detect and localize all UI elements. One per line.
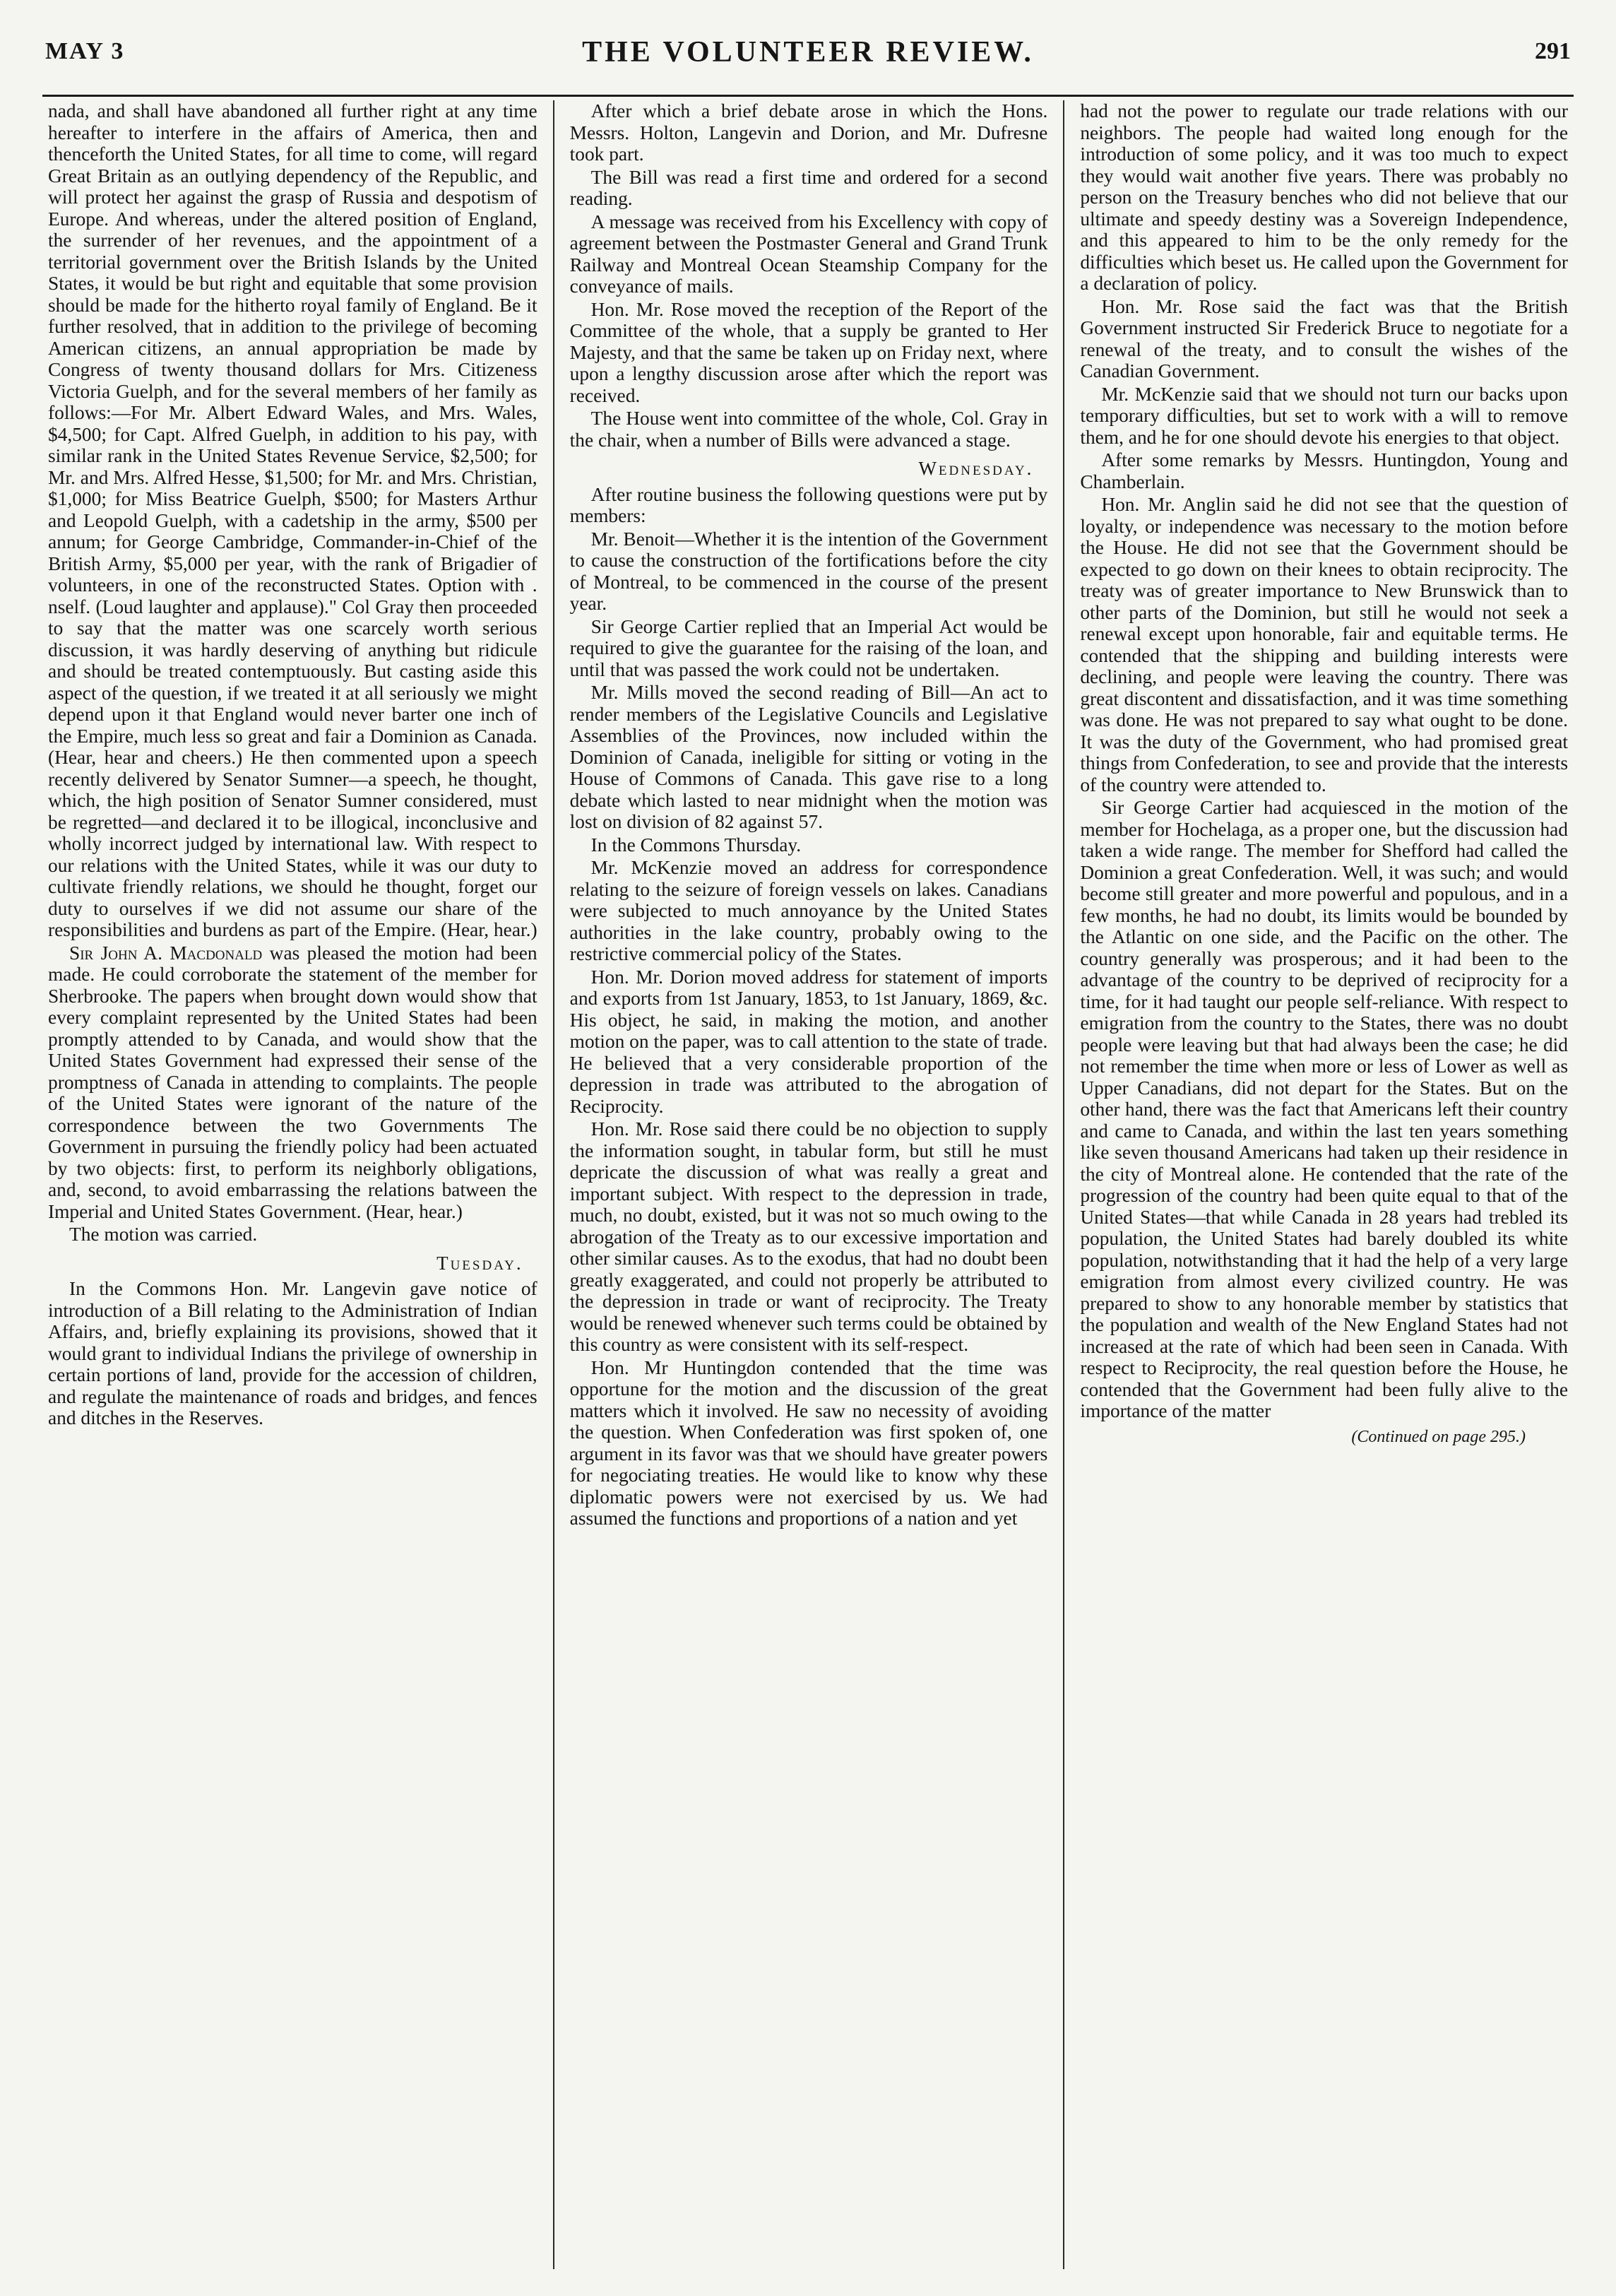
paragraph: Hon. Mr Huntingdon contended that the time was opportune for the motion and the discussion of the great matters which it involved. He saw no necessity of avoiding the question. When Confederation was first spoken of, one argument in its favor was that we should have greater powers for negociating treaties. He would like to know why these diplomatic powers were not exercised by us. We had assumed the functions and proportions of a nation and yet	[569, 1356, 1048, 1529]
paragraph: In the Commons Thursday.	[590, 834, 802, 856]
paragraph: A message was received from his Excellency with copy of agreement between the Postmaster General and Grand Trunk Railway and Montreal Ocean Steamship Company for the conveyance of mails.	[569, 211, 1048, 297]
paragraph: Sir George Cartier replied that an Imperial Act would be required to give the guarantee for the raising of the loan, and until that was passed the work could not be undertaken.	[569, 615, 1048, 680]
page-number: 291	[1535, 38, 1571, 64]
paragraph: Mr. McKenzie moved an address for correspondence relating to the seizure of foreign vessels on lakes. Canadians were subjected to much annoyance by the United States authorities in the lake country, probably owing to the restrictive commercial policy of the States.	[569, 857, 1048, 964]
issue-date: MAY 3	[45, 38, 125, 64]
paragraph: After routine business the following questions were put by members:	[569, 483, 1048, 526]
paragraph: The motion was carried.	[69, 1224, 258, 1245]
paragraph: Hon. Mr. Anglin said he did not see that the question of loyalty, or independence was necessary to the motion before the House. He did not see that the Government should be expected to go down on their knees to obtain reciprocity. The treaty was of greater importance to New Brunswick than to other parts of the Dominion, but still he would not seek a renewal except upon honorable, fair and equitable terms. He contended that the shipping and building interests were declining, and people were leaving the country. There was great discontent and dissatisfaction, and it was time something was done. He was not prepared to say what ought to be done. It was the duty of the Government, who had promised great things from Confederation, to see and provide that the interests of the country were attended to.	[1080, 494, 1569, 795]
paragraph: Hon. Mr. Rose moved the reception of the Report of the Committee of the whole, that a supply be granted to Her Majesty, and that the same be taken up on Friday next, where upon a lengthy discussion arose after which the report was received.	[569, 298, 1048, 406]
paragraph: Mr. Mills moved the second reading of Bill—An act to render members of the Legislative Councils and Legislative Assemblies of the Provinces, now included within the Dominion of Canada, ineligible for sitting or voting in the House of Commons of Canada. This gave rise to a long debate which lasted to near midnight when the motion was lost on division of 82 against 57.	[569, 682, 1048, 832]
continued-note: (Continued on page 295.)	[1351, 1427, 1526, 1446]
section-heading: Wednesday.	[918, 458, 1034, 479]
paragraph: Sir George Cartier had acquiesced in the motion of the member for Hochelaga, as a proper one, but the discussion had taken a wide range. The member for Shefford had called the Dominion a great Confederation. Well, it was such; and would become still greater and more powerful and populous, and in a few months, he had no doubt, its limits would be bounded by the Atlantic on one side, and the Pacific on the other. The country generally was prosperous; and it had been to the advantage of the country to be deprived of reciprocity for a time, for it had taught our people self-reliance. With respect to emigration from the country to the States, there was no doubt people were leaving but that had always been the case; he did not remember the time when more or less of Lower as well as Upper Canadians, did not depart for the States. But on the other hand, there was the fact that Americans left their country and came to Canada, and within the last ten years something like seven thousand Americans had taken up their residence in the city of Montreal alone. He contended that the rate of the progression of the country had been quite equal to that of the United States—that while Canada in 28 years had trebled its population, the United States had barely doubled its white population, notwithstanding that it had the help of a very large emigration from almost every civilized country. He was prepared to show to any honorable member by statistics that the population and wealth of the New England States had not increased at the rate of which had been seen in Canada. With respect to Reciprocity, the real question before the House, he contended that the Government had been fully alive to the importance of the matter	[1080, 797, 1568, 1421]
column-2	[553, 100, 1064, 2269]
column-1	[42, 100, 553, 2269]
paragraph: In the Commons Hon. Mr. Langevin gave notice of introduction of a Bill relating to the Administration of Indian Affairs, and, briefly explaining its provisions, showed that it would grant to individual Indians the privilege of ownership in certain portions of land, provide for the accession of children, and regulate the maintenance of roads and bridges, and fences and ditches in the Reserves.	[48, 1278, 537, 1428]
speaker-name: Sir John A. Macdonald	[69, 942, 263, 964]
paragraph: Hon. Mr. Dorion moved address for statement of imports and exports from 1st January, 1853, to 1st January, 1869, &c. His object, he said, in making the motion, and another motion on the paper, was to call attention to the state of trade. He believed that a very considerable proportion of the depression in trade was attributed to the abrogation of Reciprocity.	[569, 966, 1048, 1117]
paragraph: The Bill was read a first time and ordered for a second reading.	[569, 166, 1048, 209]
paragraph: After some remarks by Messrs. Huntingdon, Young and Chamberlain.	[1080, 449, 1568, 492]
paragraph: Mr. Benoit—Whether it is the intention of the Government to cause the construction of the fortifications before the city of Montreal, to be commenced in the course of the present year.	[569, 528, 1048, 614]
newspaper-page	[42, 30, 1574, 2269]
paragraph: nada, and shall have abandoned all further right at any time hereafter to interfere in the affairs of America, then and thenceforth the United States, for all time to come, will regard Great Britain as an outlying dependency of the Republic, and will protect her against the grasp of Russia and despotism of Europe. And whereas, under the altered position of England, the surrender of her revenues, and the appointment of a territorial government over the British Islands by the United States, it would be but right and equitable that some provision should be made for the hitherto royal family of England. Be it further resolved, that in addition to the privilege of becoming American citizens, an annual appropriation be made by Congress of twenty thousand dollars for Mrs. Citizeness Victoria Guelph, and for the several members of her family as follows:—For Mr. Albert Edward Wales, and Mrs. Wales, $4,500; for Capt. Alfred Guelph, in addition to his pay, with similar rank in the United States Revenue Service, $2,500; for Mr. and Mrs. Alfred Hesse, $1,500; for Mr. and Mrs. Christian, $1,000; for Miss Beatrice Guelph, $500; for Masters Arthur and Leopold Guelph, with a cadetship in the army, $500 per annum; for George Cambridge, Commander-in-Chief of the British Army, $5,000 per year, with the rank of Brigadier of volunteers, in one of the reconstructed States. Option with . nself. (Loud laughter and applause)." Col Gray then proceeded to say that the matter was one scarcely worth serious discussion, it was hardly deserving of anything but ridicule and should be treated contemptuously. But casting aside this aspect of the question, if we treated it at all seriously we might depend upon it that England would never barter one inch of the Empire, much less so great and fair a Dominion as Canada. (Hear, hear and cheers.) He then commented upon a speech recently delivered by Senator Sumner—a speech, he thought, which, the high position of Senator Sumner considered, must be regretted—and declared it to be illogical, inconclusive and wholly incorrect judged by international law. With respect to our relations with the United States, while it was our duty to cultivate friendly relations, we should he thought, forget our duty to ourselves if we did not assume our share of the responsibilities and burdens as part of the Empire. (Hear, hear.)	[48, 100, 537, 940]
paragraph	[48, 942, 537, 1223]
paragraph-text: was pleased the motion had been made. He could corroborate the statement of the member for Sherbrooke. The papers when brought down would show that every complaint represented by the United States had been promptly attended to by Canada, and would show that the United States Government had expressed their sense of the promptness of Canada in attending to complaints. The people of the United States were ignorant of the nature of the correspondence between the two Governments The Government in pursuing the friendly policy had been actuated by two objects: first, to perform its neighborly obligations, and, second, to avoid embarrassing the relations batween the Imperial and United States Government. (Hear, hear.)	[48, 942, 537, 1222]
paragraph: Hon. Mr. Rose said there could be no objection to supply the information sought, in tabular form, but still he must depricate the discussion of what was really a great and important subject. With respect to the depression in trade, much, no doubt, existed, but it was not so much owing to the abrogation of the Treaty as to our excessive importation and other similar causes. As to the exodus, that had no doubt been greatly exaggerated, and could not properly be attributed to the depression in trade or want of reciprocity. The Treaty would be renewed whenever such terms could be obtained by this country as were consistent with its self-respect.	[569, 1118, 1048, 1355]
article-columns	[42, 100, 1574, 2269]
paragraph: Mr. McKenzie said that we should not turn our backs upon temporary difficulties, but set to work with a will to remove them, and he for one should devote his energies to that object.	[1080, 383, 1568, 448]
section-heading: Tuesday.	[436, 1252, 523, 1274]
paragraph: Hon. Mr. Rose said the fact was that the British Government instructed Sir Frederick Bruce to negotiate for a renewal of the treaty, and to consult the wishes of the Canadian Government.	[1080, 295, 1568, 381]
paragraph: The House went into committee of the whole, Col. Gray in the chair, when a number of Bills were advanced a stage.	[569, 408, 1048, 451]
paragraph: After which a brief debate arose in which the Hons. Messrs. Holton, Langevin and Dorion, and Mr. Dufresne took part.	[569, 100, 1048, 165]
page-header	[42, 30, 1574, 97]
publication-title: THE VOLUNTEER REVIEW.	[582, 36, 1034, 69]
column-3	[1063, 100, 1574, 2269]
paragraph: had not the power to regulate our trade relations with our neighbors. The people had waited long enough for the introduction of some policy, and it was too much to expect they would wait another five years. There was probably no person on the Treasury benches who did not believe that our ultimate and speedy destiny was a Sovereign Independence, and this appeared to him to be the only remedy for the difficulties which beset us. He called upon the Government for a declaration of policy.	[1080, 100, 1568, 294]
